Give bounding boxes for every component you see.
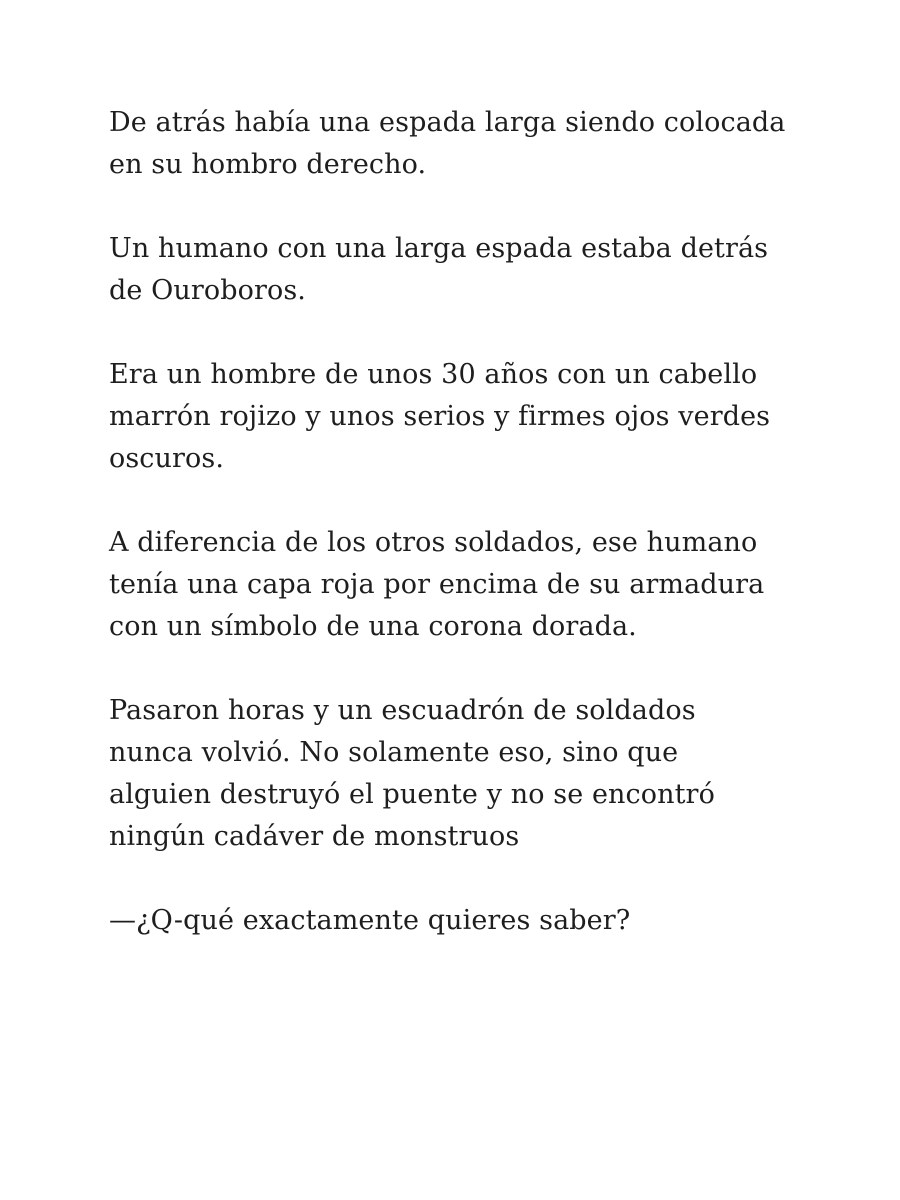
text-line: en su hombro derecho. [109,149,427,180]
paragraph-1 [109,102,809,186]
text-line: alguien destruyó el puente y no se encontró [109,779,715,810]
text-line: Un humano con una larga espada estaba detrás [109,233,769,264]
text-line: ningún cadáver de monstruos [109,821,520,852]
text-line: Era un hombre de unos 30 años con un cabello [109,359,758,390]
paragraph-6-dialogue [109,900,809,942]
text-line: con un símbolo de una corona dorada. [109,611,637,642]
text-line: nunca volvió. No solamente eso, sino que [109,737,679,768]
text-line: A diferencia de los otros soldados, ese humano [109,527,758,558]
paragraph-3 [109,354,809,480]
text-line: —¿Q-qué exactamente quieres saber? [109,905,631,936]
text-line: tenía una capa roja por encima de su armadura [109,569,765,600]
text-line: marrón rojizo y unos serios y firmes ojos verdes [109,401,771,432]
text-line: Pasaron horas y un escuadrón de soldados [109,695,696,726]
paragraph-4 [109,522,809,648]
text-line: oscuros. [109,443,225,474]
text-line: De atrás había una espada larga siendo colocada [109,107,786,138]
text-line: de Ouroboros. [109,275,306,306]
paragraph-5 [109,690,809,858]
paragraph-2 [109,228,809,312]
text-body [109,102,809,984]
